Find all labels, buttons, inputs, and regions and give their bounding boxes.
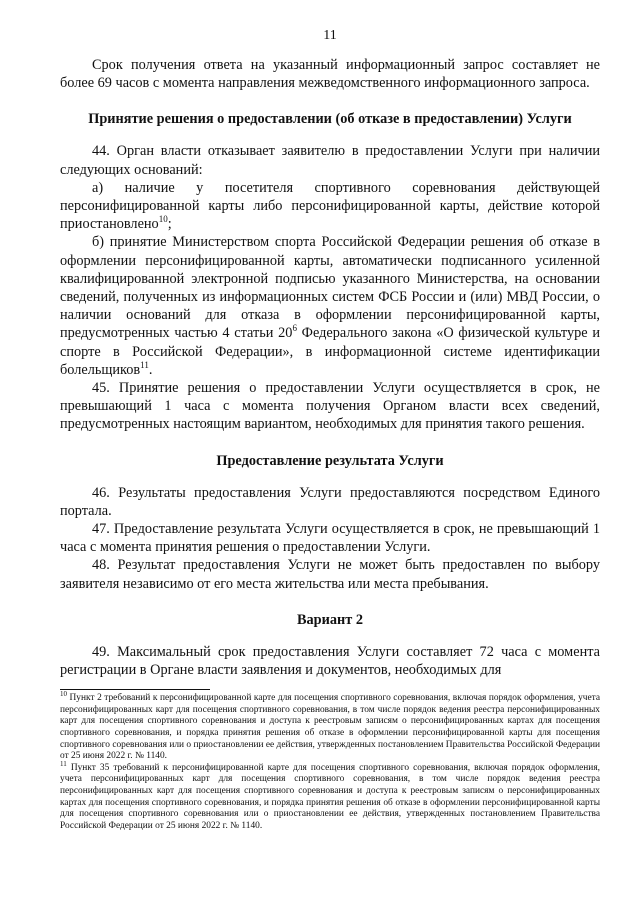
paragraph-49: 49. Максимальный срок предоставления Услуги составляет 72 часа с момента регистрации в Органе власти заявления и документов, необходимых для [60,643,600,679]
footnote-text: Пункт 2 требований к персонифицированной карте для посещения спортивного соревнования, включая порядок оформления, учета персонифицированных карт для посещения спортивного соревнования, в том числе порядок ведения реестра персонифицированных карт для посещения спортивного соревнования и доступа к реестровым записям о персонифицированных картах для посещения спортивного соревнования, и порядка принятия решения об отказе в оформлении персонифицированной карты для посещения спортивного соревнования или о приостановлении ее действия, утвержденных постановлением Правительства Российской Федерации от 25 июня 2022 г. № 1140. [60,693,600,762]
footnote-ref-10[interactable]: 10 [158,214,168,225]
paragraph-44a-text: а) наличие у посетителя спортивного соревнования действующей персонифицированной карты либо персонифицированной карты, действие которой приостановлено [60,179,600,233]
footnote-number: 10 [60,690,67,699]
paragraph-44b [60,233,600,379]
footnote-11 [60,759,600,833]
paragraph-48: 48. Результат предоставления Услуги не может быть предоставлен по выбору заявителя независимо от его места жительства или места пребывания. [60,557,600,592]
paragraph-44: 44. Орган власти отказывает заявителю в предоставлении Услуги при наличии следующих оснований: [60,143,600,178]
paragraph-47: 47. Предоставление результата Услуги осуществляется в срок, не превышающий 1 часа с момента принятия решения о предоставлении Услуги. [60,521,600,556]
document-body [60,56,600,679]
footnote-divider [60,689,210,690]
article-superscript: 6 [292,323,297,334]
footnote-number: 11 [60,759,67,768]
intro-paragraph: Срок получения ответа на указанный информационный запрос составляет не более 69 часов с момента направления межведомственного информационного запроса. [60,57,600,92]
paragraph-44a-end: ; [167,216,172,233]
paragraph-44b-end: . [148,361,153,378]
section-heading-variant-2: Вариант 2 [296,611,363,628]
paragraph-46: 46. Результаты предоставления Услуги предоставляются посредством Единого портала. [60,484,600,519]
section-heading-result: Предоставление результата Услуги [216,452,444,469]
section-heading-decision: Принятие решения о предоставлении (об отказе в предоставлении) Услуги [88,111,572,128]
paragraph-44b-text-2: Федерального закона «О физической культуре и спорте в Российской Федерации», в информационной системе идентификации болельщиков [60,325,600,378]
paragraph-44b-text-1: б) принятие Министерством спорта Российской Федерации решения об отказе в оформлении персонифицированной карты, автоматически подписанного усиленной квалифицированной электронной подписью указанного Министерства, на основании сведений, полученных из информационных систем ФСБ России и (или) МВД России, о наличии оснований для отказа в оформлении персонифицированной карты, предусмотренных частью 4 статьи 20 [60,234,600,342]
footnotes [60,690,600,832]
paragraph-45: 45. Принятие решения о предоставлении Услуги осуществляется в срок, не превышающий 1 часа с момента получения Органом власти всех сведений, предусмотренных настоящим вариантом, необходимых для принятия такого решения. [60,380,600,433]
paragraph-44a [60,179,600,234]
page-number: 11 [323,28,337,43]
footnote-10 [60,690,600,763]
footnote-ref-11[interactable]: 11 [140,360,149,371]
footnote-text: Пункт 35 требований к персонифицированной карте для посещения спортивного соревнования, включая порядок оформления, учета персонифицированных карт для посещения спортивного соревнования, в том числе порядок ведения реестра персонифицированных карт для посещения спортивного соревнования и доступа к реестровым записям о персонифицированных картах для посещения спортивного соревнования, и порядка принятия решения об отказе в оформлении персонифицированной карты для посещения спортивного соревнования или о приостановлении ее действия, утвержденных постановлением Правительства Российской Федерации от 25 июня 2022 г. № 1140. [60,762,600,831]
